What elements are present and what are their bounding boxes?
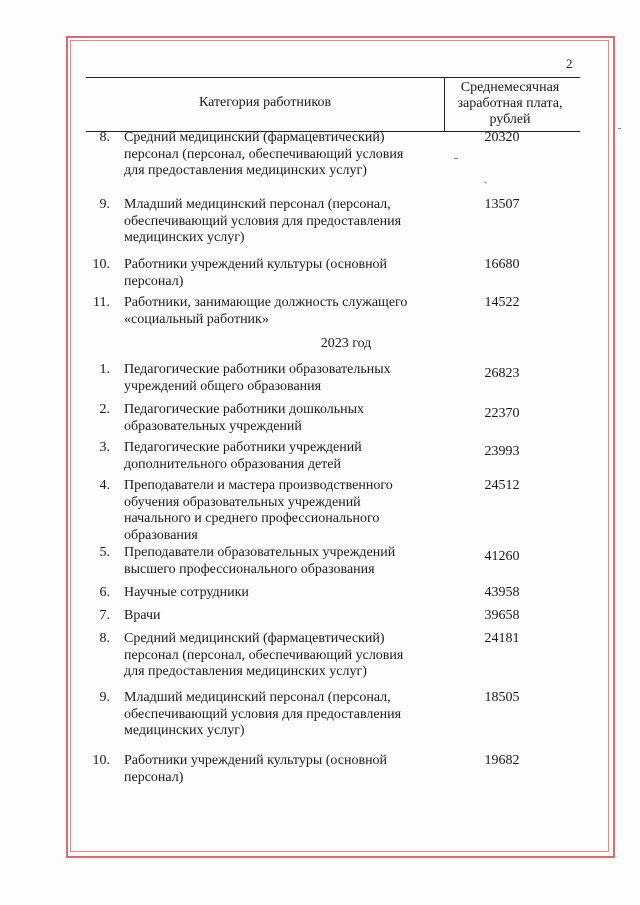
row-salary: 16680 (484, 257, 520, 272)
row-category (124, 478, 442, 544)
row-number: 4. (99, 478, 110, 493)
row-category (124, 295, 442, 328)
row-category-line: Средний медицинский (фармацевтический) (124, 631, 385, 646)
table-top-rule (86, 77, 580, 78)
row-category (124, 440, 442, 473)
row-salary: 26823 (484, 366, 520, 381)
row-number: 7. (99, 608, 110, 623)
row-number: 9. (99, 197, 110, 212)
row-category (124, 197, 442, 247)
row-category (124, 130, 442, 180)
row-category-line: обучения образовательных учреждений (124, 494, 361, 510)
row-category-line: «социальный работник» (124, 311, 269, 327)
row-category-line: образовательных учреждений (124, 418, 302, 434)
row-category (124, 608, 442, 625)
row-salary: 23993 (484, 444, 520, 459)
row-salary: 19682 (484, 753, 520, 768)
row-category-line: Врачи (124, 608, 161, 623)
row-salary: 41260 (484, 549, 520, 564)
year-heading: 2023 год (320, 336, 372, 351)
row-category (124, 631, 442, 681)
column-header-salary (446, 80, 574, 128)
row-category-line: Младший медицинский персонал (персонал, (124, 197, 391, 212)
row-category-line: Преподаватели и мастера производственного (124, 478, 393, 493)
row-category-line: Работники учреждений культуры (основной (124, 257, 388, 272)
row-category-line: персонал (персонал, обеспечивающий условия (124, 146, 404, 162)
row-category-line: Педагогические работники образовательных (124, 362, 391, 377)
row-salary: 39658 (484, 608, 520, 623)
row-category-line: Младший медицинский персонал (персонал, (124, 690, 391, 705)
row-category-line: Научные сотрудники (124, 585, 249, 600)
row-category-line: Средний медицинский (фармацевтический) (124, 130, 385, 145)
row-category-line: учреждений общего образования (124, 378, 322, 394)
row-number: 10. (92, 257, 110, 272)
row-salary: 22370 (484, 406, 520, 421)
scan-speck (618, 128, 621, 129)
row-number: 5. (99, 545, 110, 560)
row-category (124, 585, 442, 602)
row-number: 3. (99, 440, 110, 455)
row-salary: 24181 (484, 631, 520, 646)
column-header-salary-line: рублей (489, 112, 531, 127)
row-category-line: персонал) (124, 769, 184, 785)
row-category-line: для предоставления медицинских услуг) (124, 163, 367, 178)
row-salary: 24512 (484, 478, 520, 493)
row-category-line: персонал) (124, 273, 184, 289)
row-category-line: Педагогические работники учреждений (124, 440, 362, 455)
row-category-line: образования (124, 527, 198, 543)
row-number: 10. (92, 753, 110, 768)
row-salary: 13507 (484, 197, 520, 212)
row-number: 8. (99, 631, 110, 646)
row-category-line: обеспечивающий условия для предоставления (124, 213, 402, 229)
page-number: 2 (566, 56, 573, 71)
row-number: 9. (99, 690, 110, 705)
table-header-divider (444, 77, 445, 131)
row-category-line: Работники учреждений культуры (основной (124, 753, 388, 768)
row-salary: 18505 (484, 690, 520, 705)
scan-speck (454, 158, 458, 159)
row-category-line: дополнительного образования детей (124, 456, 341, 472)
column-header-salary-line: заработная плата, (457, 96, 563, 111)
row-salary: 43958 (484, 585, 520, 600)
row-category-line: обеспечивающий условия для предоставления (124, 706, 402, 722)
row-category (124, 402, 442, 435)
row-category-line: персонал (персонал, обеспечивающий условия (124, 647, 404, 663)
row-category (124, 257, 442, 290)
row-category-line: Педагогические работники дошкольных (124, 402, 365, 417)
row-category (124, 362, 442, 395)
row-number: 8. (99, 130, 110, 145)
row-category (124, 690, 442, 740)
row-category-line: высшего профессионального образования (124, 561, 375, 577)
row-category-line: Работники, занимающие должность служащего (124, 295, 408, 310)
column-header-salary-line: Среднемесячная (460, 80, 560, 95)
row-category-line: медицинских услуг) (124, 723, 245, 738)
row-number: 6. (99, 585, 110, 600)
row-number: 1. (99, 362, 110, 377)
row-category (124, 545, 442, 578)
row-category-line: медицинских услуг) (124, 230, 245, 245)
row-category-line: Преподаватели образовательных учреждений (124, 545, 396, 560)
row-number: 2. (99, 402, 110, 417)
column-header-category: Категория работников (198, 95, 332, 110)
row-number: 11. (93, 295, 110, 310)
row-salary: 14522 (484, 295, 520, 310)
row-category-line: для предоставления медицинских услуг) (124, 664, 367, 679)
row-category-line: начального и среднего профессионального (124, 511, 380, 526)
row-salary: 20320 (484, 130, 520, 145)
row-category (124, 753, 442, 786)
